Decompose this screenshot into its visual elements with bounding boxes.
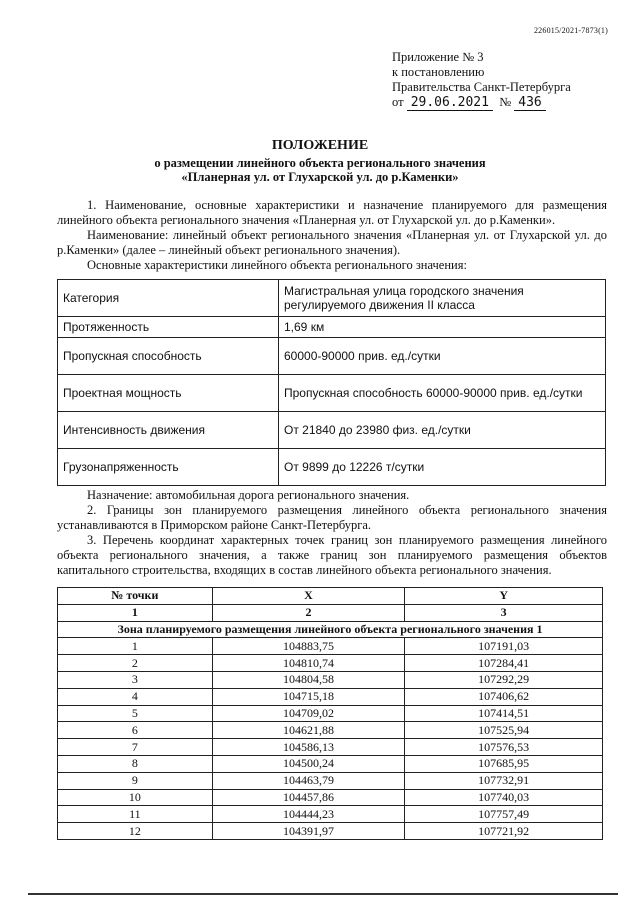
table-row [58, 412, 606, 449]
y-coordinate: 107284,41 [405, 655, 603, 672]
char-value: 1,69 км [279, 317, 606, 338]
point-number: 8 [58, 755, 213, 772]
point-number: 3 [58, 671, 213, 688]
appendix-date-line [392, 95, 602, 110]
table-header-row [58, 588, 603, 605]
column-number: 2 [212, 604, 405, 621]
char-key: Протяженность [58, 317, 279, 338]
x-coordinate: 104391,97 [212, 823, 405, 840]
resolution-number: 436 [514, 95, 545, 111]
point-number: 11 [58, 806, 213, 823]
char-key: Пропускная способность [58, 338, 279, 375]
y-coordinate: 107292,29 [405, 671, 603, 688]
char-value: 60000-90000 прив. ед./сутки [279, 338, 606, 375]
characteristics-table [57, 279, 606, 486]
table-row [58, 338, 606, 375]
date-prefix: от [392, 95, 404, 109]
table-row [58, 722, 603, 739]
paragraph-6-text: 3. Перечень координат характерных точек границ зон планируемого размещения линейного объекта регионального значения, а также границ зон планируемого размещения объектов капитального строительства, входящих в состав линейного объекта регионального значения. [57, 533, 607, 577]
paragraph-3 [57, 258, 607, 273]
point-number: 6 [58, 722, 213, 739]
x-coordinate: 104810,74 [212, 655, 405, 672]
resolution-date: 29.06.2021 [407, 95, 493, 111]
appendix-line-3: Правительства Санкт-Петербурга [392, 80, 571, 94]
paragraph-5 [57, 503, 607, 533]
page-title: ПОЛОЖЕНИЕ [271, 138, 369, 153]
table-row [58, 655, 603, 672]
header-x: X [212, 588, 405, 605]
table-row [58, 755, 603, 772]
point-number: 2 [58, 655, 213, 672]
point-number: 12 [58, 823, 213, 840]
table-row [58, 806, 603, 823]
document-number: 226015/2021-7873(1) [533, 26, 608, 35]
y-coordinate: 107721,92 [405, 823, 603, 840]
page-bottom-line [28, 893, 618, 895]
x-coordinate: 104804,58 [212, 671, 405, 688]
title-subtitle-1: о размещении линейного объекта регионального значения [154, 156, 486, 170]
x-coordinate: 104444,23 [212, 806, 405, 823]
table-row [58, 739, 603, 756]
y-coordinate: 107740,03 [405, 789, 603, 806]
appendix-line-1: Приложение № 3 [392, 50, 484, 64]
char-key: Интенсивность движения [58, 412, 279, 449]
title-subtitle-2: «Планерная ул. от Глухарской ул. до р.Каменки» [181, 170, 459, 184]
table-row [58, 375, 606, 412]
table-row [58, 772, 603, 789]
number-prefix: № [499, 95, 512, 109]
point-number: 7 [58, 739, 213, 756]
table-row [58, 449, 606, 486]
x-coordinate: 104709,02 [212, 705, 405, 722]
paragraph-6 [57, 533, 607, 578]
point-number: 10 [58, 789, 213, 806]
paragraph-3-text: Основные характеристики линейного объекта регионального значения: [87, 258, 467, 272]
table-row [58, 317, 606, 338]
x-coordinate: 104715,18 [212, 688, 405, 705]
zone-title: Зона планируемого размещения линейного объекта регионального значения 1 [58, 621, 603, 638]
paragraph-1 [57, 198, 607, 228]
x-coordinate: 104463,79 [212, 772, 405, 789]
y-coordinate: 107406,62 [405, 688, 603, 705]
char-key: Проектная мощность [58, 375, 279, 412]
paragraph-4 [57, 488, 607, 503]
char-value: Пропускная способность 60000-90000 прив. ед./сутки [279, 375, 606, 412]
y-coordinate: 107191,03 [405, 638, 603, 655]
point-number: 9 [58, 772, 213, 789]
paragraph-1-text: 1. Наименование, основные характеристики и назначение планируемого для размещения линейного объекта регионального значения «Планерная ул. от Глухарской ул. до р.Каменки». [57, 198, 607, 227]
table-row [58, 705, 603, 722]
char-value: От 21840 до 23980 физ. ед./сутки [279, 412, 606, 449]
char-value: От 9899 до 12226 т/сутки [279, 449, 606, 486]
coordinates-table [57, 587, 603, 840]
y-coordinate: 107576,53 [405, 739, 603, 756]
table-row [58, 789, 603, 806]
x-coordinate: 104586,13 [212, 739, 405, 756]
y-coordinate: 107732,91 [405, 772, 603, 789]
x-coordinate: 104457,86 [212, 789, 405, 806]
y-coordinate: 107757,49 [405, 806, 603, 823]
x-coordinate: 104621,88 [212, 722, 405, 739]
table-row [58, 823, 603, 840]
point-number: 1 [58, 638, 213, 655]
zone-title-row [58, 621, 603, 638]
appendix-line-2: к постановлению [392, 65, 485, 79]
column-number: 1 [58, 604, 213, 621]
appendix-header [392, 50, 602, 110]
y-coordinate: 107685,95 [405, 755, 603, 772]
point-number: 5 [58, 705, 213, 722]
table-row [58, 688, 603, 705]
paragraph-5-text: 2. Границы зон планируемого размещения линейного объекта регионального значения устанавливаются в Приморском районе Санкт-Петербурга. [57, 503, 607, 532]
column-number: 3 [405, 604, 603, 621]
x-coordinate: 104883,75 [212, 638, 405, 655]
table-row [58, 638, 603, 655]
char-key: Категория [58, 280, 279, 317]
char-value: Магистральная улица городского значения регулируемого движения II класса [279, 280, 606, 317]
table-row [58, 280, 606, 317]
point-number: 4 [58, 688, 213, 705]
char-key: Грузонапряженность [58, 449, 279, 486]
y-coordinate: 107414,51 [405, 705, 603, 722]
paragraph-2 [57, 228, 607, 258]
column-number-row [58, 604, 603, 621]
y-coordinate: 107525,94 [405, 722, 603, 739]
table-row [58, 671, 603, 688]
paragraph-4-text: Назначение: автомобильная дорога регионального значения. [87, 488, 410, 502]
paragraph-2-text: Наименование: линейный объект регионального значения «Планерная ул. от Глухарской ул. до р.Каменки» (далее – линейный объект регионального значения). [57, 228, 607, 257]
header-point-number: № точки [58, 588, 213, 605]
header-y: Y [405, 588, 603, 605]
x-coordinate: 104500,24 [212, 755, 405, 772]
